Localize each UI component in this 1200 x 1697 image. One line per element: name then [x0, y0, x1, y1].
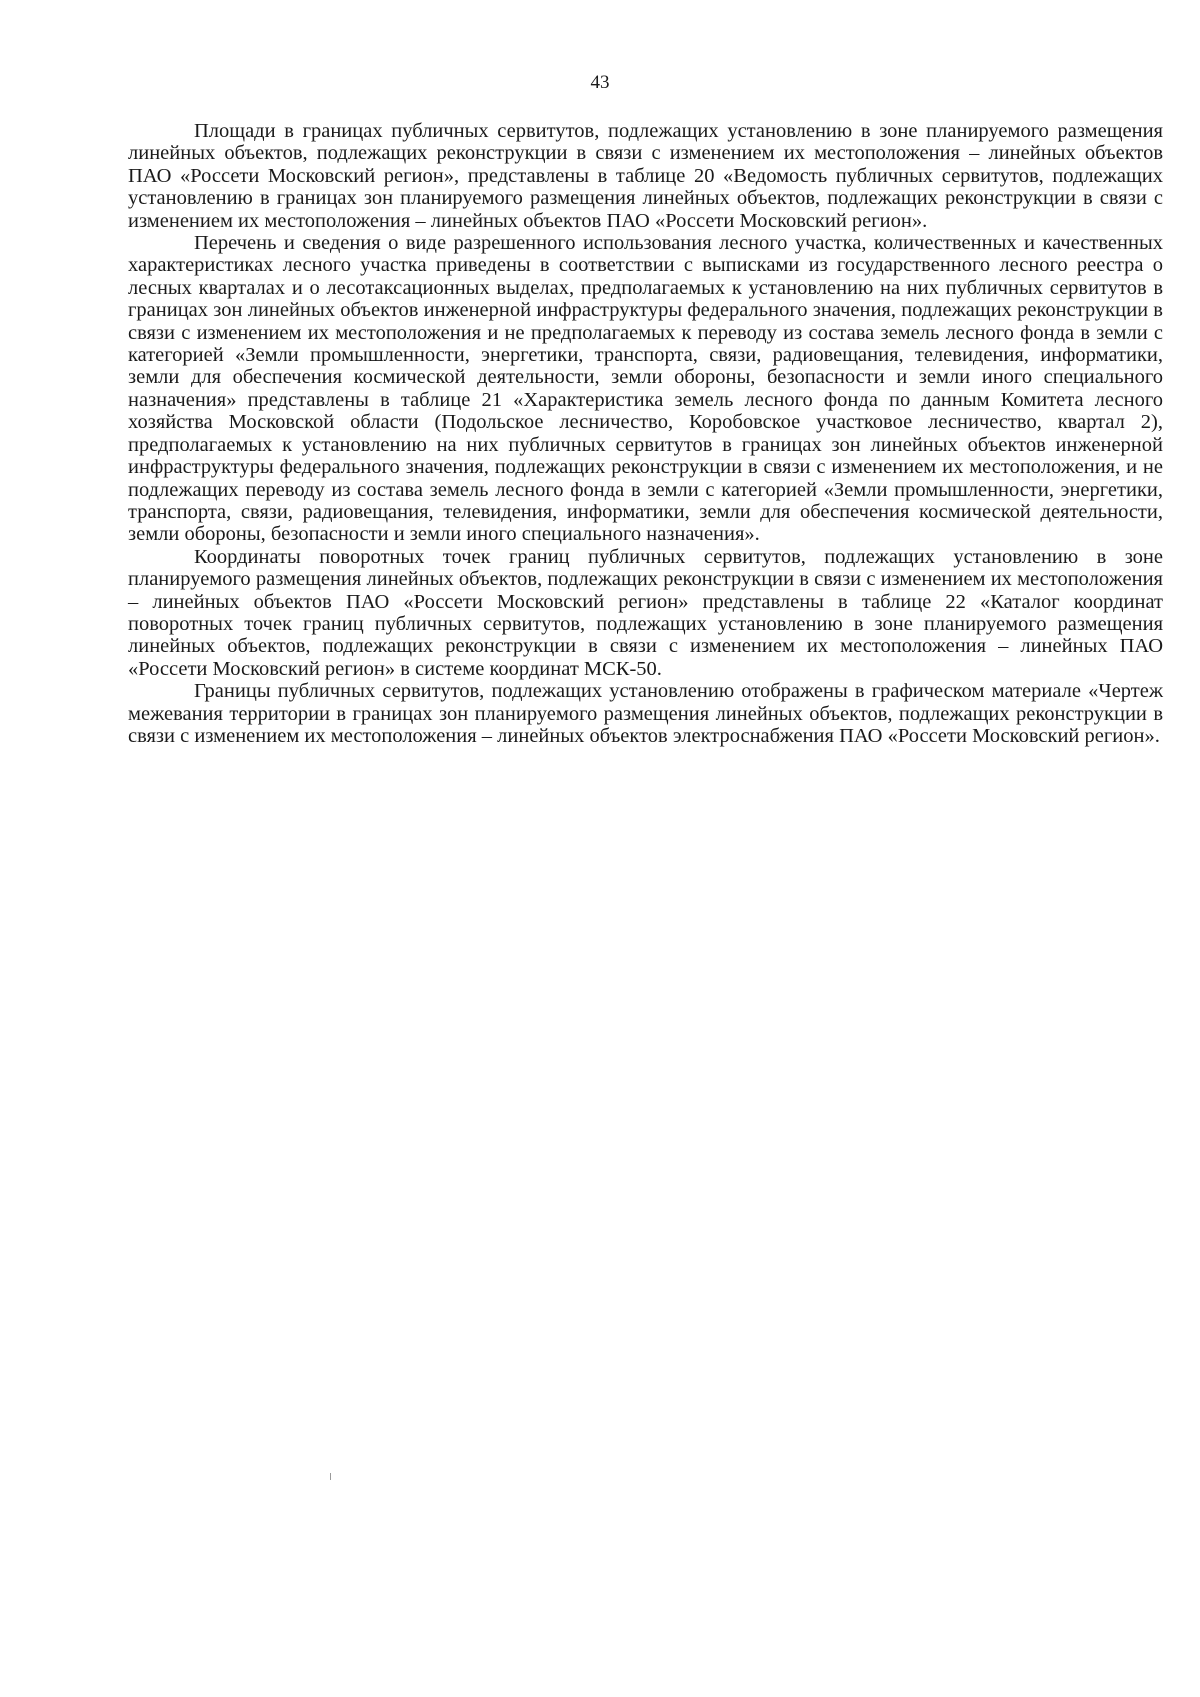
paragraph-boundary-coordinates: Координаты поворотных точек границ публичных сервитутов, подлежащих установлению в зоне планируемого размещения линейных объектов, подлежащих реконструкции в связи с изменением их местоположения – линейных объектов ПАО «Россети Московский регион» представлены в таблице 22 «Каталог координат поворотных точек границ публичных сервитутов, подлежащих установлению в зоне планируемого размещения линейных объектов, подлежащих реконструкции в связи с изменением их местоположения – линейных ПАО «Россети Московский регион» в системе координат МСК-50. — [128, 545, 1163, 680]
scan-speck — [330, 1473, 331, 1480]
document-body — [128, 120, 1163, 747]
paragraph-servitude-boundaries-drawing: Границы публичных сервитутов, подлежащих установлению отображены в графическом материале «Чертеж межевания территории в границах зон планируемого размещения линейных объектов, подлежащих реконструкции в связи с изменением их местоположения – линейных объектов электроснабжения ПАО «Россети Московский регион». — [128, 680, 1163, 747]
paragraph-forest-plot-details: Перечень и сведения о виде разрешенного использования лесного участка, количественных и качественных характеристиках лесного участка приведены в соответствии с выписками из государственного лесного реестра о лесных кварталах и о лесотаксационных выделах, предполагаемых к установлению на них публичных сервитутов в границах зон линейных объектов инженерной инфраструктуры федерального значения, подлежащих реконструкции в связи с изменением их местоположения и не предполагаемых к переводу из состава земель лесного фонда в земли с категорией «Земли промышленности, энергетики, транспорта, связи, радиовещания, телевидения, информатики, земли для обеспечения космической деятельности, земли обороны, безопасности и земли иного специального назначения» представлены в таблице 21 «Характеристика земель лесного фонда по данным Комитета лесного хозяйства Московской области (Подольское лесничество, Коробовское участковое лесничество, квартал 2), предполагаемых к установлению на них публичных сервитутов в границах зон линейных объектов инженерной инфраструктуры федерального значения, подлежащих реконструкции в связи с изменением их местоположения, и не подлежащих переводу из состава земель лесного фонда в земли с категорией «Земли промышленности, энергетики, транспорта, связи, радиовещания, телевидения, информатики, земли для обеспечения космической деятельности, земли обороны, безопасности и земли иного специального назначения». — [128, 232, 1163, 546]
paragraph-public-servitude-areas: Площади в границах публичных сервитутов, подлежащих установлению в зоне планируемого размещения линейных объектов, подлежащих реконструкции в связи с изменением их местоположения – линейных объектов ПАО «Россети Московский регион», представлены в таблице 20 «Ведомость публичных сервитутов, подлежащих установлению в границах зон планируемого размещения линейных объектов, подлежащих реконструкции в связи с изменением их местоположения – линейных объектов ПАО «Россети Московский регион». — [128, 120, 1163, 232]
page-number: 43 — [590, 72, 610, 93]
